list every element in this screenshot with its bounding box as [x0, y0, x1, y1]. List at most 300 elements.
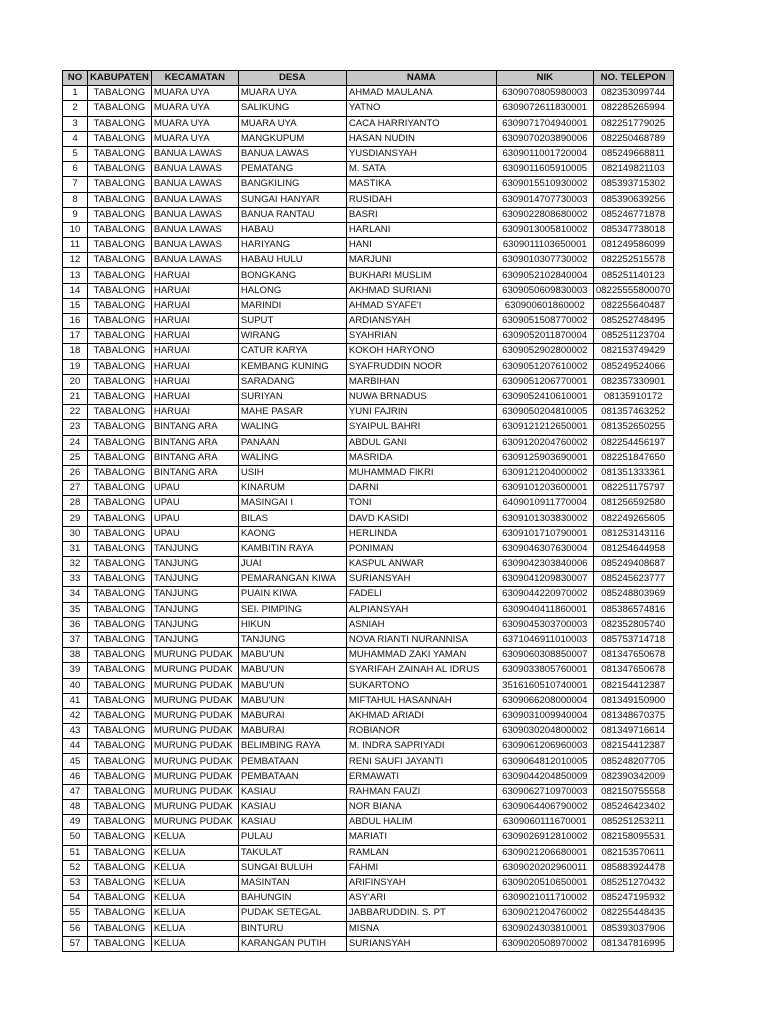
- cell-kabupaten: TABALONG: [88, 936, 152, 951]
- cell-desa: BANUA LAWAS: [238, 146, 346, 161]
- data-table: [62, 70, 674, 952]
- cell-desa: PEMBATAAN: [238, 769, 346, 784]
- table-row: [63, 162, 674, 177]
- cell-desa: KASIAU: [238, 800, 346, 815]
- cell-no: 1: [63, 86, 88, 101]
- table-row: [63, 587, 674, 602]
- cell-no-telepon: 081256592580: [593, 496, 673, 511]
- cell-kecamatan: BANUA LAWAS: [151, 253, 238, 268]
- cell-nik: 6309050204810005: [496, 405, 593, 420]
- cell-kabupaten: TABALONG: [88, 648, 152, 663]
- cell-nama: HARLANI: [346, 222, 496, 237]
- cell-kecamatan: TANJUNG: [151, 617, 238, 632]
- table-row: [63, 86, 674, 101]
- cell-kabupaten: TABALONG: [88, 678, 152, 693]
- cell-kabupaten: TABALONG: [88, 222, 152, 237]
- cell-no-telepon: 081249586099: [593, 238, 673, 253]
- cell-no-telepon: 082153749429: [593, 344, 673, 359]
- cell-kecamatan: BINTANG ARA: [151, 420, 238, 435]
- cell-kecamatan: MURUNG PUDAK: [151, 784, 238, 799]
- cell-kecamatan: MURUNG PUDAK: [151, 663, 238, 678]
- cell-nama: HASAN NUDIN: [346, 131, 496, 146]
- cell-no-telepon: 085249524066: [593, 359, 673, 374]
- cell-kecamatan: TANJUNG: [151, 557, 238, 572]
- cell-no: 45: [63, 754, 88, 769]
- table-row: [63, 860, 674, 875]
- cell-nama: MARBIHAN: [346, 374, 496, 389]
- cell-nama: KASPUL ANWAR: [346, 557, 496, 572]
- cell-nama: BUKHARI MUSLIM: [346, 268, 496, 283]
- cell-kabupaten: TABALONG: [88, 800, 152, 815]
- cell-desa: WALING: [238, 420, 346, 435]
- cell-desa: KASIAU: [238, 784, 346, 799]
- cell-nama: HERLINDA: [346, 526, 496, 541]
- cell-kabupaten: TABALONG: [88, 891, 152, 906]
- table-row: [63, 754, 674, 769]
- cell-kecamatan: HARUAI: [151, 405, 238, 420]
- cell-no-telepon: 082251175797: [593, 481, 673, 496]
- cell-no-telepon: 081351333361: [593, 465, 673, 480]
- cell-kabupaten: TABALONG: [88, 875, 152, 890]
- cell-kabupaten: TABALONG: [88, 131, 152, 146]
- table-row: [63, 906, 674, 921]
- cell-no-telepon: 081347816995: [593, 936, 673, 951]
- cell-kabupaten: TABALONG: [88, 162, 152, 177]
- cell-nama: RUSIDAH: [346, 192, 496, 207]
- cell-kecamatan: UPAU: [151, 511, 238, 526]
- cell-nama: SYAIPUL BAHRI: [346, 420, 496, 435]
- cell-kabupaten: TABALONG: [88, 572, 152, 587]
- cell-no-telepon: 085251253211: [593, 815, 673, 830]
- cell-nik: 6309046307630004: [496, 541, 593, 556]
- table-row: [63, 101, 674, 116]
- table-row: [63, 632, 674, 647]
- cell-nik: 6309060111670001: [496, 815, 593, 830]
- table-row: [63, 389, 674, 404]
- table-row: [63, 465, 674, 480]
- cell-kabupaten: TABALONG: [88, 708, 152, 723]
- cell-no-telepon: 085251123704: [593, 329, 673, 344]
- table-row: [63, 481, 674, 496]
- cell-no: 54: [63, 891, 88, 906]
- cell-kabupaten: TABALONG: [88, 496, 152, 511]
- cell-nama: NOVA RIANTI NURANNISA: [346, 632, 496, 647]
- cell-nik: 6309070203890006: [496, 131, 593, 146]
- cell-nik: 6309011001720004: [496, 146, 593, 161]
- table-row: [63, 450, 674, 465]
- cell-nik: 6309013005810002: [496, 222, 593, 237]
- cell-kecamatan: MUARA UYA: [151, 131, 238, 146]
- cell-kabupaten: TABALONG: [88, 845, 152, 860]
- cell-desa: PUDAK SETEGAL: [238, 906, 346, 921]
- cell-no: 29: [63, 511, 88, 526]
- cell-nama: SYARIFAH ZAINAH AL IDRUS: [346, 663, 496, 678]
- cell-kabupaten: TABALONG: [88, 769, 152, 784]
- cell-kecamatan: MURUNG PUDAK: [151, 678, 238, 693]
- cell-nama: M. SATA: [346, 162, 496, 177]
- cell-nik: 6309052011870004: [496, 329, 593, 344]
- cell-no-telepon: 082149821103: [593, 162, 673, 177]
- cell-no: 52: [63, 860, 88, 875]
- cell-kecamatan: MURUNG PUDAK: [151, 724, 238, 739]
- cell-kabupaten: TABALONG: [88, 632, 152, 647]
- cell-no-telepon: 082249265605: [593, 511, 673, 526]
- cell-desa: PULAU: [238, 830, 346, 845]
- cell-no-telepon: 082353099744: [593, 86, 673, 101]
- cell-kecamatan: UPAU: [151, 526, 238, 541]
- header-desa: DESA: [238, 71, 346, 86]
- cell-no-telepon: 082255640487: [593, 298, 673, 313]
- cell-no-telepon: 081254644958: [593, 541, 673, 556]
- cell-no: 55: [63, 906, 88, 921]
- table-header: [63, 71, 674, 86]
- cell-desa: HABAU HULU: [238, 253, 346, 268]
- cell-kabupaten: TABALONG: [88, 116, 152, 131]
- cell-desa: TAKULAT: [238, 845, 346, 860]
- cell-kabupaten: TABALONG: [88, 541, 152, 556]
- cell-nama: PONIMAN: [346, 541, 496, 556]
- cell-nama: ALPIANSYAH: [346, 602, 496, 617]
- cell-no: 33: [63, 572, 88, 587]
- cell-kecamatan: BINTANG ARA: [151, 465, 238, 480]
- table-row: [63, 131, 674, 146]
- cell-no: 56: [63, 921, 88, 936]
- cell-no: 49: [63, 815, 88, 830]
- cell-desa: HABAU: [238, 222, 346, 237]
- cell-desa: SARADANG: [238, 374, 346, 389]
- cell-no-telepon: 082254456197: [593, 435, 673, 450]
- cell-nama: ASNIAH: [346, 617, 496, 632]
- cell-no: 37: [63, 632, 88, 647]
- cell-nama: CACA HARRIYANTO: [346, 116, 496, 131]
- cell-kecamatan: UPAU: [151, 481, 238, 496]
- cell-no-telepon: 085246423402: [593, 800, 673, 815]
- cell-nik: 6309033805760001: [496, 663, 593, 678]
- cell-nik: 6309026912810002: [496, 830, 593, 845]
- cell-no: 44: [63, 739, 88, 754]
- cell-kabupaten: TABALONG: [88, 663, 152, 678]
- table-row: [63, 739, 674, 754]
- cell-no-telepon: 081347650678: [593, 648, 673, 663]
- cell-no-telepon: 085249668811: [593, 146, 673, 161]
- cell-no: 35: [63, 602, 88, 617]
- cell-no: 48: [63, 800, 88, 815]
- cell-nama: ASY'ARI: [346, 891, 496, 906]
- cell-no: 14: [63, 283, 88, 298]
- cell-desa: CATUR KARYA: [238, 344, 346, 359]
- cell-no-telepon: 085251140123: [593, 268, 673, 283]
- cell-desa: KEMBANG KUNING: [238, 359, 346, 374]
- cell-desa: KASIAU: [238, 815, 346, 830]
- cell-desa: BINTURU: [238, 921, 346, 936]
- table-row: [63, 784, 674, 799]
- cell-kecamatan: KELUA: [151, 875, 238, 890]
- table-row: [63, 298, 674, 313]
- cell-nik: 6309072611830001: [496, 101, 593, 116]
- cell-no-telepon: 085386574816: [593, 602, 673, 617]
- cell-nik: 6309015510930002: [496, 177, 593, 192]
- cell-no-telepon: 082255448435: [593, 906, 673, 921]
- cell-nama: MUHAMMAD FIKRI: [346, 465, 496, 480]
- cell-nama: YUSDIANSYAH: [346, 146, 496, 161]
- cell-desa: SUNGAI HANYAR: [238, 192, 346, 207]
- cell-kecamatan: HARUAI: [151, 374, 238, 389]
- table-row: [63, 526, 674, 541]
- cell-desa: SURIYAN: [238, 389, 346, 404]
- cell-kecamatan: TANJUNG: [151, 602, 238, 617]
- cell-nama: ABDUL GANI: [346, 435, 496, 450]
- cell-nik: 6309064812010005: [496, 754, 593, 769]
- table-row: [63, 192, 674, 207]
- cell-no: 46: [63, 769, 88, 784]
- cell-desa: BANUA RANTAU: [238, 207, 346, 222]
- cell-desa: MABU'UN: [238, 663, 346, 678]
- cell-nik: 6309052102840004: [496, 268, 593, 283]
- cell-no-telepon: 085393037906: [593, 921, 673, 936]
- cell-desa: BANGKILING: [238, 177, 346, 192]
- cell-nik: 3516160510740001: [496, 678, 593, 693]
- cell-nama: AHMAD MAULANA: [346, 86, 496, 101]
- cell-nama: SYAFRUDDIN NOOR: [346, 359, 496, 374]
- table-row: [63, 420, 674, 435]
- cell-no: 9: [63, 207, 88, 222]
- cell-desa: PEMBATAAN: [238, 754, 346, 769]
- cell-kecamatan: MURUNG PUDAK: [151, 800, 238, 815]
- cell-desa: MASINGAI I: [238, 496, 346, 511]
- cell-no: 53: [63, 875, 88, 890]
- cell-kabupaten: TABALONG: [88, 268, 152, 283]
- cell-no: 51: [63, 845, 88, 860]
- cell-nik: 6309045303700003: [496, 617, 593, 632]
- cell-no: 30: [63, 526, 88, 541]
- cell-kecamatan: BANUA LAWAS: [151, 222, 238, 237]
- cell-nama: SURIANSYAH: [346, 572, 496, 587]
- cell-kabupaten: TABALONG: [88, 830, 152, 845]
- cell-no-telepon: 082154412387: [593, 739, 673, 754]
- cell-nik: 6309071704940001: [496, 116, 593, 131]
- cell-no-telepon: 085393715302: [593, 177, 673, 192]
- header-no-telepon: NO. TELEPON: [593, 71, 673, 86]
- cell-kabupaten: TABALONG: [88, 511, 152, 526]
- cell-kecamatan: TANJUNG: [151, 632, 238, 647]
- cell-no: 18: [63, 344, 88, 359]
- cell-nik: 6309011103650001: [496, 238, 593, 253]
- cell-kecamatan: BINTANG ARA: [151, 435, 238, 450]
- cell-nik: 6409010911770004: [496, 496, 593, 511]
- cell-nik: 6309060308850007: [496, 648, 593, 663]
- cell-nik: 6309044204850009: [496, 769, 593, 784]
- cell-nama: FADELI: [346, 587, 496, 602]
- cell-kabupaten: TABALONG: [88, 526, 152, 541]
- cell-desa: BILAS: [238, 511, 346, 526]
- cell-no: 39: [63, 663, 88, 678]
- cell-no-telepon: 082158095531: [593, 830, 673, 845]
- cell-kabupaten: TABALONG: [88, 724, 152, 739]
- cell-no: 50: [63, 830, 88, 845]
- cell-kabupaten: TABALONG: [88, 602, 152, 617]
- cell-nama: M. INDRA SAPRIYADI: [346, 739, 496, 754]
- table-row: [63, 602, 674, 617]
- cell-no-telepon: 081253143116: [593, 526, 673, 541]
- cell-no-telepon: 082352805740: [593, 617, 673, 632]
- cell-nama: MIFTAHUL HASANNAH: [346, 693, 496, 708]
- cell-desa: MUARA UYA: [238, 116, 346, 131]
- cell-no-telepon: 082251847650: [593, 450, 673, 465]
- cell-kecamatan: HARUAI: [151, 344, 238, 359]
- cell-desa: USIH: [238, 465, 346, 480]
- cell-kecamatan: BINTANG ARA: [151, 450, 238, 465]
- header-kecamatan: KECAMATAN: [151, 71, 238, 86]
- cell-no: 13: [63, 268, 88, 283]
- cell-no: 20: [63, 374, 88, 389]
- cell-nik: 6309030204800002: [496, 724, 593, 739]
- cell-no-telepon: 085251270432: [593, 875, 673, 890]
- cell-nik: 6309062710970003: [496, 784, 593, 799]
- cell-desa: SEI. PIMPING: [238, 602, 346, 617]
- cell-nik: 6309021011710002: [496, 891, 593, 906]
- cell-kecamatan: MURUNG PUDAK: [151, 754, 238, 769]
- cell-desa: KINARUM: [238, 481, 346, 496]
- cell-nama: MARJUNI: [346, 253, 496, 268]
- cell-nik: 6309052902800002: [496, 344, 593, 359]
- cell-desa: MAHE PASAR: [238, 405, 346, 420]
- header-nik: NIK: [496, 71, 593, 86]
- table-row: [63, 116, 674, 131]
- cell-desa: TANJUNG: [238, 632, 346, 647]
- cell-no-telepon: 085247195932: [593, 891, 673, 906]
- cell-no: 11: [63, 238, 88, 253]
- cell-kecamatan: MURUNG PUDAK: [151, 769, 238, 784]
- cell-no: 27: [63, 481, 88, 496]
- cell-no: 8: [63, 192, 88, 207]
- cell-kabupaten: TABALONG: [88, 374, 152, 389]
- header-row: [63, 71, 674, 86]
- cell-kecamatan: TANJUNG: [151, 587, 238, 602]
- table-row: [63, 648, 674, 663]
- cell-nik: 6309120204760002: [496, 435, 593, 450]
- cell-nik: 6309014707730003: [496, 192, 593, 207]
- cell-kecamatan: HARUAI: [151, 389, 238, 404]
- cell-nama: AKHMAD ARIADI: [346, 708, 496, 723]
- cell-no-telepon: 081352650255: [593, 420, 673, 435]
- cell-desa: BAHUNGIN: [238, 891, 346, 906]
- cell-kabupaten: TABALONG: [88, 420, 152, 435]
- cell-desa: SALIKUNG: [238, 101, 346, 116]
- cell-kabupaten: TABALONG: [88, 754, 152, 769]
- cell-no-telepon: 085883924478: [593, 860, 673, 875]
- cell-no: 28: [63, 496, 88, 511]
- cell-kabupaten: TABALONG: [88, 815, 152, 830]
- cell-kecamatan: MUARA UYA: [151, 116, 238, 131]
- cell-no: 16: [63, 314, 88, 329]
- header-nama: NAMA: [346, 71, 496, 86]
- table-row: [63, 557, 674, 572]
- cell-no: 32: [63, 557, 88, 572]
- cell-no: 2: [63, 101, 88, 116]
- cell-no: 38: [63, 648, 88, 663]
- cell-desa: SUNGAI BULUH: [238, 860, 346, 875]
- table-row: [63, 617, 674, 632]
- cell-nik: 6309021206680001: [496, 845, 593, 860]
- cell-nik: 6309021204760002: [496, 906, 593, 921]
- cell-desa: HIKUN: [238, 617, 346, 632]
- cell-no-telepon: 085249408687: [593, 557, 673, 572]
- cell-kabupaten: TABALONG: [88, 435, 152, 450]
- cell-no-telepon: 082357330901: [593, 374, 673, 389]
- cell-no-telepon: 085390639256: [593, 192, 673, 207]
- cell-kecamatan: KELUA: [151, 845, 238, 860]
- cell-nik: 6371046911010003: [496, 632, 593, 647]
- table-row: [63, 314, 674, 329]
- cell-kabupaten: TABALONG: [88, 283, 152, 298]
- cell-kecamatan: KELUA: [151, 860, 238, 875]
- cell-nik: 6309041209830007: [496, 572, 593, 587]
- cell-desa: HALONG: [238, 283, 346, 298]
- table-row: [63, 572, 674, 587]
- cell-no: 47: [63, 784, 88, 799]
- cell-nik: 630900601860002: [496, 298, 593, 313]
- table-row: [63, 283, 674, 298]
- cell-nik: 6309052410610001: [496, 389, 593, 404]
- cell-nik: 6309011605910005: [496, 162, 593, 177]
- cell-nik: 6309042303840006: [496, 557, 593, 572]
- cell-nama: HANI: [346, 238, 496, 253]
- cell-kabupaten: TABALONG: [88, 481, 152, 496]
- cell-nik: 6309070805980003: [496, 86, 593, 101]
- cell-kecamatan: HARUAI: [151, 359, 238, 374]
- cell-desa: SUPUT: [238, 314, 346, 329]
- cell-no: 24: [63, 435, 88, 450]
- cell-kabupaten: TABALONG: [88, 405, 152, 420]
- cell-nama: YUNI FAJRIN: [346, 405, 496, 420]
- cell-kecamatan: HARUAI: [151, 283, 238, 298]
- cell-kecamatan: MURUNG PUDAK: [151, 693, 238, 708]
- table-body: [63, 86, 674, 952]
- cell-kabupaten: TABALONG: [88, 557, 152, 572]
- cell-no: 57: [63, 936, 88, 951]
- cell-no: 7: [63, 177, 88, 192]
- table-row: [63, 238, 674, 253]
- cell-kabupaten: TABALONG: [88, 314, 152, 329]
- cell-kecamatan: BANUA LAWAS: [151, 238, 238, 253]
- cell-kecamatan: KELUA: [151, 830, 238, 845]
- cell-no-telepon: 08135910172: [593, 389, 673, 404]
- cell-desa: HARIYANG: [238, 238, 346, 253]
- cell-nik: 6309024303810001: [496, 921, 593, 936]
- cell-kecamatan: TANJUNG: [151, 541, 238, 556]
- cell-kabupaten: TABALONG: [88, 238, 152, 253]
- cell-nik: 6309051206770001: [496, 374, 593, 389]
- table-row: [63, 435, 674, 450]
- cell-kecamatan: MURUNG PUDAK: [151, 708, 238, 723]
- cell-no-telepon: 085753714718: [593, 632, 673, 647]
- cell-kecamatan: BANUA LAWAS: [151, 207, 238, 222]
- cell-no-telepon: 082250468789: [593, 131, 673, 146]
- cell-kecamatan: HARUAI: [151, 298, 238, 313]
- cell-no: 15: [63, 298, 88, 313]
- cell-desa: BONGKANG: [238, 268, 346, 283]
- cell-no: 12: [63, 253, 88, 268]
- cell-nik: 6309064406790002: [496, 800, 593, 815]
- cell-no-telepon: 085245623777: [593, 572, 673, 587]
- cell-no: 34: [63, 587, 88, 602]
- cell-nama: RAMLAN: [346, 845, 496, 860]
- cell-nik: 6309101203600001: [496, 481, 593, 496]
- cell-kabupaten: TABALONG: [88, 298, 152, 313]
- cell-nik: 6309040411860001: [496, 602, 593, 617]
- cell-desa: MARINDI: [238, 298, 346, 313]
- cell-kecamatan: MURUNG PUDAK: [151, 815, 238, 830]
